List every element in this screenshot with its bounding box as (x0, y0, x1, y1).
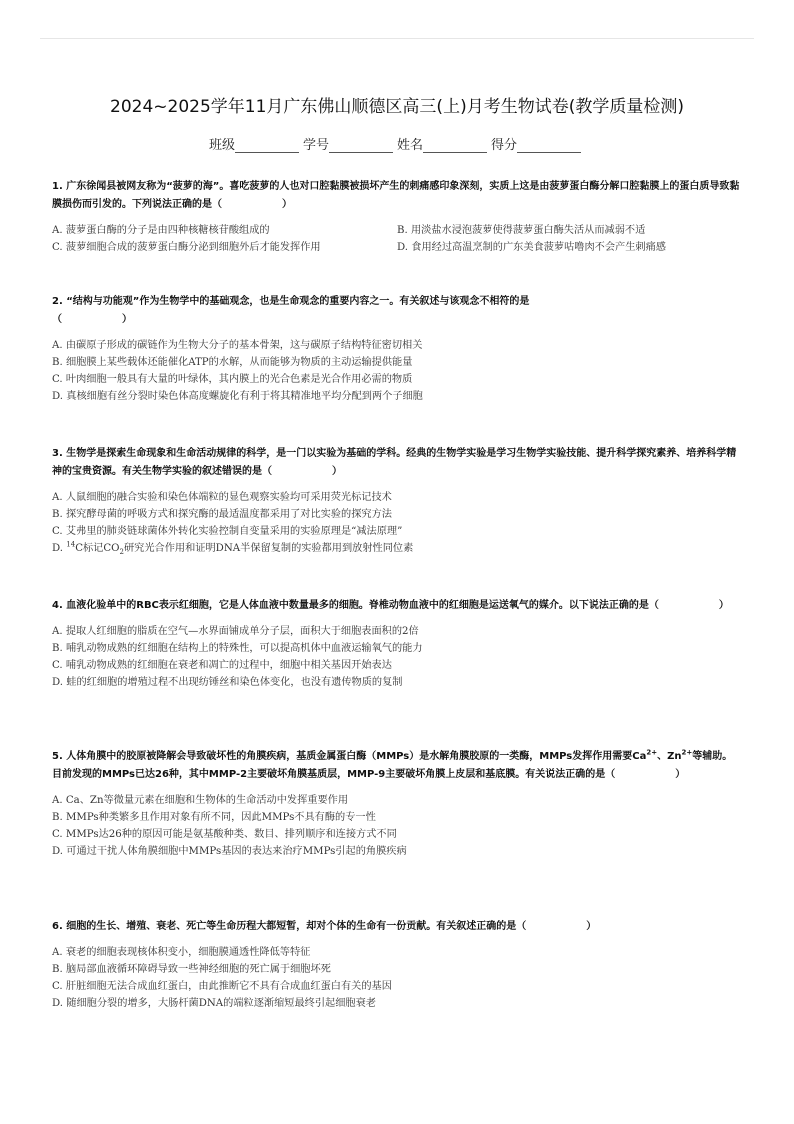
question-2 (52, 293, 742, 405)
question-stem: 3. 生物学是探索生命现象和生命活动规律的科学，是一门以实验为基础的学科。经典的生物学实验是学习生物学实验技能、提升科学探究素养、培养科学精神的宝贵资源。有关生物学实验的叙述错误的是（ ） (52, 448, 737, 477)
question-stem: 1. 广东徐闻县被网友称为“菠萝的海”。喜吃菠萝的人也对口腔黏膜被损坏产生的刺痛感印象深刻，实质上这是由菠萝蛋白酶分解口腔黏膜上的蛋白质导致黏膜损伤而引发的。下列说法正确的是（ ） (52, 181, 740, 210)
header-divider (40, 38, 754, 39)
option-a[interactable]: A. Ca、Zn等微量元素在细胞和生物体的生命活动中发挥重要作用 (52, 795, 349, 806)
option-c[interactable]: C. 肝脏细胞无法合成血红蛋白，由此推断它不具有合成血红蛋白有关的基因 (52, 981, 392, 992)
option-d[interactable]: D. $^{14}$C标记$CO_2$研究光合作用和证明DNA半保留复制的实验都用到放射性同位素 (52, 540, 414, 557)
name-blank[interactable] (423, 138, 487, 153)
question-5 (52, 748, 742, 860)
question-6 (52, 918, 742, 1012)
option-d[interactable]: D. 真核细胞有丝分裂时染色体高度螺旋化有利于将其精准地平均分配到两个子细胞 (52, 391, 423, 402)
info-class: 班级 (209, 134, 303, 153)
option-a[interactable]: A. 菠萝蛋白酶的分子是由四种核糖核苷酸组成的 (52, 225, 270, 236)
number-blank[interactable] (329, 138, 393, 153)
question-4 (52, 597, 742, 691)
question-stem: 4. 血液化验单中的RBC表示红细胞，它是人体血液中数量最多的细胞。脊椎动物血液中的红细胞是运送氧气的媒介。以下说法正确的是（ ） (52, 600, 729, 611)
option-d[interactable]: D. 食用经过高温烹制的广东美食菠萝咕噜肉不会产生刺痛感 (397, 242, 666, 253)
class-blank[interactable] (235, 138, 299, 153)
question-stem: 6. 细胞的生长、增殖、衰老、死亡等生命历程大都短暂，却对个体的生命有一份贡献。有关叙述正确的是（ ） (52, 921, 597, 932)
option-c[interactable]: C. 菠萝细胞合成的菠萝蛋白酶分泌到细胞外后才能发挥作用 (52, 242, 321, 253)
option-c[interactable]: C. 艾弗里的肺炎链球菌体外转化实验控制自变量采用的实验原理是“减法原理” (52, 526, 403, 537)
option-b[interactable]: B. 探究酵母菌的呼吸方式和探究酶的最适温度都采用了对比实验的探究方法 (52, 509, 392, 520)
option-a[interactable]: A. 衰老的细胞表现核体积变小，细胞膜通透性降低等特征 (52, 947, 311, 958)
question-stem: 2. “结构与功能观”作为生物学中的基础观念，也是生命观念的重要内容之一。有关叙述与该观念不相符的是 （ ） (52, 296, 530, 325)
option-a[interactable]: A. 人鼠细胞的融合实验和染色体端粒的显色观察实验均可采用荧光标记技术 (52, 492, 392, 503)
option-b[interactable]: B. 用淡盐水浸泡菠萝使得菠萝蛋白酶失活从而减弱不适 (397, 225, 646, 236)
info-name: 姓名 (397, 134, 491, 153)
option-c[interactable]: C. 叶肉细胞一般具有大量的叶绿体，其内膜上的光合色素是光合作用必需的物质 (52, 374, 413, 385)
option-a[interactable]: A. 提取人红细胞的脂质在空气—水界面铺成单分子层，面积大于细胞表面积的2倍 (52, 626, 419, 637)
info-score: 得分 (491, 134, 585, 153)
option-b[interactable]: B. 细胞膜上某些载体还能催化ATP的水解，从而能够为物质的主动运输提供能量 (52, 357, 413, 368)
option-b[interactable]: B. 脑局部血液循环障碍导致一些神经细胞的死亡属于细胞坏死 (52, 964, 331, 975)
option-b[interactable]: B. 哺乳动物成熟的红细胞在结构上的特殊性，可以提高机体中血液运输氧气的能力 (52, 643, 423, 654)
question-stem: 5. 人体角膜中的胶原被降解会导致破坏性的角膜疾病，基质金属蛋白酶（MMPs）是水解角膜胶原的一类酶，MMPs发挥作用需要$Ca^{2+}$、$Zn^{2+}$等辅助。目前发现的MMPs已达26种，其中MMP-2主要破坏角膜基质层，MMP-9主要破坏角膜上皮层和基底膜。有关说法正确的是（ ） (52, 748, 733, 780)
question-1 (52, 178, 742, 256)
info-number: 学号 (303, 134, 397, 153)
question-3 (52, 445, 742, 557)
option-b[interactable]: B. MMPs种类繁多且作用对象有所不同，因此MMPs不具有酶的专一性 (52, 812, 376, 823)
score-blank[interactable] (517, 138, 581, 153)
option-a[interactable]: A. 由碳原子形成的碳链作为生物大分子的基本骨架，这与碳原子结构特征密切相关 (52, 340, 423, 351)
option-c[interactable]: C. MMPs达26种的原因可能是氨基酸种类、数目、排列顺序和连接方式不同 (52, 829, 397, 840)
option-d[interactable]: D. 可通过干扰人体角膜细胞中MMPs基因的表达来治疗MMPs引起的角膜疾病 (52, 846, 407, 857)
page-title: 2024~2025学年11月广东佛山顺德区高三(上)月考生物试卷(教学质量检测) (110, 97, 684, 117)
option-d[interactable]: D. 随细胞分裂的增多，大肠杆菌DNA的端粒逐渐缩短最终引起细胞衰老 (52, 998, 376, 1009)
option-d[interactable]: D. 蛙的红细胞的增殖过程不出现纺锤丝和染色体变化，也没有遗传物质的复制 (52, 677, 403, 688)
option-c[interactable]: C. 哺乳动物成熟的红细胞在衰老和凋亡的过程中，细胞中相关基因开始表达 (52, 660, 392, 671)
student-info-row (0, 134, 794, 153)
